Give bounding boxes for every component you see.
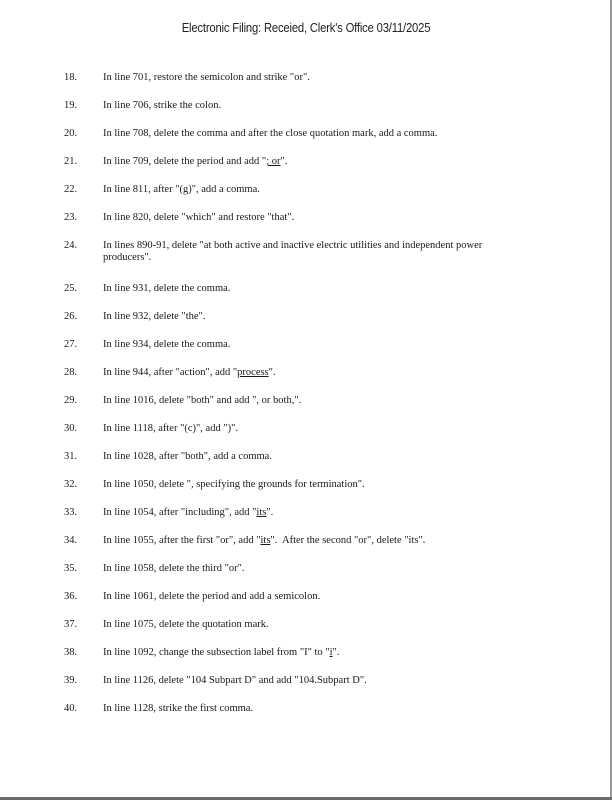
filing-stamp-header: Electronic Filing: Receied, Clerk's Office 03/11/2025: [181, 21, 431, 35]
item-number: 32.: [64, 479, 78, 490]
item-text: In line 1028, after "both", add a comma.: [103, 451, 272, 462]
item-number: 30.: [64, 423, 78, 434]
item-number: 36.: [64, 591, 78, 602]
item-number: 38.: [64, 647, 78, 658]
item-number: 25.: [64, 283, 78, 294]
inserted-text: process: [237, 367, 269, 378]
item-number: 40.: [64, 703, 78, 714]
inserted-text: its: [256, 507, 267, 518]
item-number: 20.: [64, 128, 78, 139]
item-number: 19.: [64, 100, 78, 111]
item-text: In line 1016, delete "both" and add ", or both,".: [103, 395, 302, 406]
item-text: In line 708, delete the comma and after the close quotation mark, add a comma.: [103, 128, 438, 139]
item-number: 23.: [64, 212, 78, 223]
item-number: 22.: [64, 184, 78, 195]
item-text: In line 1055, after the first "or", add "its". After the second "or", delete "its".: [103, 535, 426, 546]
item-text: In line 944, after "action", add "process".: [103, 367, 276, 378]
item-text: In line 1128, strike the first comma.: [103, 703, 254, 714]
item-text: In line 706, strike the colon.: [103, 100, 222, 111]
item-text: In line 931, delete the comma.: [103, 283, 231, 294]
item-text: In line 1061, delete the period and add a semicolon.: [103, 591, 321, 602]
item-text: In line 820, delete "which" and restore "that".: [103, 212, 295, 223]
item-number: 39.: [64, 675, 78, 686]
item-number: 33.: [64, 507, 78, 518]
item-number: 18.: [64, 72, 78, 83]
inserted-text: its: [260, 535, 271, 546]
inserted-text: i: [329, 647, 333, 658]
item-text: In lines 890-91, delete "at both active and inactive electric utilities and independent power producers".: [103, 240, 483, 263]
item-text: In line 1054, after "including", add "its".: [103, 507, 274, 518]
item-number: 31.: [64, 451, 78, 462]
inserted-text: ; or: [266, 156, 281, 167]
item-text: In line 932, delete "the".: [103, 311, 206, 322]
item-number: 27.: [64, 339, 78, 350]
item-number: 37.: [64, 619, 78, 630]
item-number: 34.: [64, 535, 78, 546]
item-number: 28.: [64, 367, 78, 378]
item-text: In line 934, delete the comma.: [103, 339, 231, 350]
item-text: In line 1075, delete the quotation mark.: [103, 619, 269, 630]
item-number: 35.: [64, 563, 78, 574]
item-text: In line 701, restore the semicolon and strike "or".: [103, 72, 310, 83]
item-text: In line 1058, delete the third "or".: [103, 563, 245, 574]
item-number: 24.: [64, 240, 78, 251]
item-text: In line 1050, delete ", specifying the grounds for termination".: [103, 479, 365, 490]
item-number: 26.: [64, 311, 78, 322]
item-text: In line 811, after "(g)", add a comma.: [103, 184, 260, 195]
item-text: In line 1092, change the subsection label from "I" to "i".: [103, 647, 340, 658]
item-number: 21.: [64, 156, 78, 167]
item-text: In line 1126, delete "104 Subpart D" and add "104.Subpart D".: [103, 675, 367, 686]
item-text: In line 1118, after "(c)", add ")".: [103, 423, 239, 434]
item-text: In line 709, delete the period and add "; or".: [103, 156, 288, 167]
item-number: 29.: [64, 395, 78, 406]
